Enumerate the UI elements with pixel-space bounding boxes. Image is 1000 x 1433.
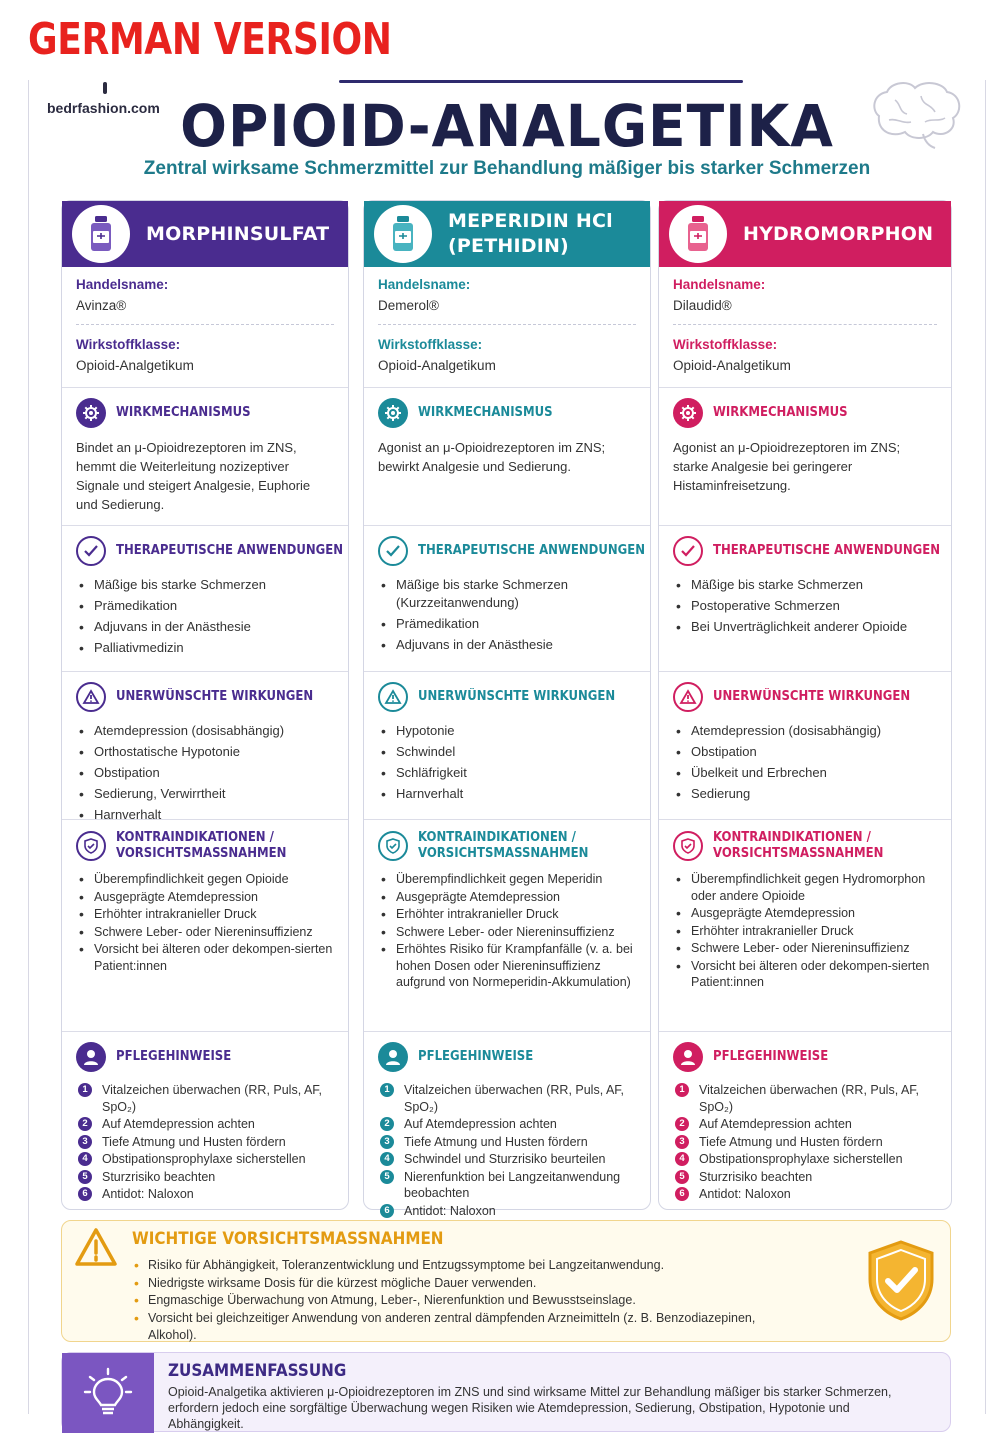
page-title: OPIOID-ANALGETIKA <box>180 92 834 160</box>
precautions-box <box>61 1220 951 1342</box>
drug-class-label: Wirkstoffklasse: <box>76 337 181 352</box>
list-item-text: Schwere Leber- oder Niereninsuffizienz <box>94 924 313 939</box>
list-item <box>76 722 334 740</box>
shield-check-icon <box>866 1239 936 1321</box>
list-item <box>378 941 636 991</box>
adverse-section <box>659 671 951 819</box>
nursing-list <box>378 1082 636 1219</box>
list-item-text: Engmaschige Überwachung von Atmung, Leber-, Nierenfunktion und Bewusstseinslage. <box>148 1293 636 1307</box>
list-item-text: Orthostatische Hypotonie <box>94 744 240 759</box>
adverse-section <box>62 671 348 822</box>
list-item <box>378 785 636 803</box>
warning-icon <box>378 682 408 712</box>
nurse-icon <box>673 1042 703 1072</box>
top-accent-bar <box>339 80 743 83</box>
drug-class-value: Opioid-Analgetikum <box>673 358 791 373</box>
vial-icon <box>72 205 130 263</box>
step-number: 3 <box>78 1135 92 1149</box>
list-item <box>378 1116 636 1133</box>
list-item-text: Schläfrigkeit <box>396 765 467 780</box>
list-item-text: Übelkeit und Erbrechen <box>691 765 827 780</box>
gear-icon <box>378 398 408 428</box>
list-item-text: Tiefe Atmung und Husten fördern <box>404 1134 588 1149</box>
list-item-text: Postoperative Schmerzen <box>691 598 840 613</box>
drug-class-value: Opioid-Analgetikum <box>378 358 496 373</box>
list-item <box>378 871 636 888</box>
section-heading: KONTRAINDIKATIONEN / <box>116 830 274 845</box>
step-number: 3 <box>675 1135 689 1149</box>
list-item <box>673 1151 937 1168</box>
summary-box <box>61 1352 951 1432</box>
list-item <box>378 924 636 941</box>
adverse-list <box>76 722 334 824</box>
mechanism-text: Bindet an μ-Opioidrezeptoren im ZNS, hemmt die Weiterleitung nozizeptiver Signale und steigert Analgesie, Euphorie und Sedierung. <box>76 440 311 512</box>
list-item <box>132 1292 782 1310</box>
shield-icon <box>378 831 408 861</box>
list-item-text: Antidot: Naloxon <box>102 1187 194 1201</box>
list-item-text: Vitalzeichen überwachen (RR, Puls, AF, SpO₂) <box>102 1083 323 1114</box>
shield-icon <box>673 831 703 861</box>
list-item-text: Antidot: Naloxon <box>404 1203 496 1218</box>
step-number: 2 <box>675 1117 689 1131</box>
adverse-list <box>673 722 937 803</box>
step-number: 4 <box>675 1152 689 1166</box>
list-item <box>76 1134 334 1151</box>
section-heading-2: VORSICHTSMASSNAHMEN <box>713 845 884 861</box>
mechanism-section <box>62 387 348 525</box>
section-heading: THERAPEUTISCHE ANWENDUNGEN <box>116 543 344 559</box>
contra-list <box>76 871 334 974</box>
list-item <box>76 618 334 636</box>
list-item <box>132 1257 782 1275</box>
list-item <box>673 597 937 615</box>
step-number: 2 <box>380 1117 394 1131</box>
list-item <box>673 940 937 957</box>
step-number: 1 <box>380 1083 394 1097</box>
list-item-text: Obstipation <box>691 744 757 759</box>
identity-section <box>364 267 650 387</box>
list-item <box>76 576 334 594</box>
list-item <box>76 597 334 615</box>
list-item-text: Sturzrisiko beachten <box>102 1169 216 1184</box>
section-heading: KONTRAINDIKATIONEN / <box>418 830 576 845</box>
step-number: 1 <box>675 1083 689 1097</box>
list-item <box>76 1169 334 1186</box>
list-item <box>378 1203 636 1220</box>
list-item-text: Atemdepression (dosisabhängig) <box>691 723 882 738</box>
drug-column-hydromorphone <box>658 200 952 1210</box>
list-item-text: Schwere Leber- oder Niereninsuffizienz <box>691 941 910 956</box>
nursing-list <box>76 1082 334 1203</box>
section-heading: KONTRAINDIKATIONEN / <box>713 830 871 845</box>
uses-section <box>62 525 348 671</box>
list-item <box>378 889 636 906</box>
list-item-text: Niedrigste wirksame Dosis für die kürzest mögliche Dauer verwenden. <box>148 1275 537 1290</box>
list-item-text: Adjuvans in der Anästhesie <box>396 637 553 652</box>
brain-icon <box>865 80 965 148</box>
list-item-text: Auf Atemdepression achten <box>404 1117 557 1131</box>
list-item-text: Risiko für Abhängigkeit, Toleranzentwicklung und Entzugssymptome bei Langzeitanwendung. <box>148 1258 665 1272</box>
identity-section <box>62 267 348 387</box>
list-item-text: Überempfindlichkeit gegen Meperidin <box>396 872 603 887</box>
list-item-text: Schwere Leber- oder Niereninsuffizienz <box>396 924 615 939</box>
section-heading-2: VORSICHTSMASSNAHMEN <box>116 845 287 861</box>
adverse-section <box>364 671 650 819</box>
list-item <box>378 576 636 612</box>
list-item <box>76 924 334 941</box>
vial-icon <box>669 205 727 263</box>
list-item <box>76 941 334 974</box>
uses-section <box>364 525 650 671</box>
list-item-text: Vorsicht bei älteren oder dekompen-sierten Patient:innen <box>94 942 333 973</box>
list-item-text: Obstipationsprophylaxe sicherstellen <box>102 1152 306 1166</box>
list-item-text: Adjuvans in der Anästhesie <box>94 619 251 634</box>
list-item <box>673 1134 937 1151</box>
nurse-icon <box>378 1042 408 1072</box>
list-item-text: Harnverhalt <box>396 786 464 801</box>
list-item <box>673 785 937 803</box>
list-item-text: Erhöhter intrakranieller Druck <box>94 907 257 922</box>
list-item-text: Atemdepression (dosisabhängig) <box>94 723 285 738</box>
step-number: 3 <box>380 1135 394 1149</box>
section-heading: PFLEGEHINWEISE <box>713 1049 829 1065</box>
uses-list <box>76 576 334 657</box>
step-number: 4 <box>78 1152 92 1166</box>
contra-section <box>659 819 951 1031</box>
drug-name: MEPERIDIN HCl (PETHIDIN) <box>448 210 613 257</box>
section-heading: WIRKMECHANISMUS <box>713 405 848 421</box>
list-item-text: Sedierung, Verwirrtheit <box>94 786 226 801</box>
drug-name: MORPHINSULFAT <box>146 222 330 245</box>
list-item <box>132 1275 782 1293</box>
list-item-text: Ausgeprägte Atemdepression <box>94 889 258 904</box>
list-item <box>76 889 334 906</box>
trade-name-value: Demerol® <box>378 298 439 313</box>
step-number: 4 <box>380 1152 394 1166</box>
lightbulb-icon <box>62 1353 154 1433</box>
contra-section <box>364 819 650 1031</box>
list-item <box>378 1134 636 1151</box>
list-item <box>132 1310 782 1345</box>
section-heading: WIRKMECHANISMUS <box>116 405 251 421</box>
section-heading: PFLEGEHINWEISE <box>418 1049 534 1065</box>
list-item-text: Vorsicht bei älteren oder dekompen-sierten Patient:innen <box>691 958 930 990</box>
list-item-text: Schwindel und Sturzrisiko beurteilen <box>404 1152 606 1166</box>
adverse-list <box>378 722 636 803</box>
step-number: 6 <box>675 1187 689 1201</box>
drug-class-label: Wirkstoffklasse: <box>378 337 483 352</box>
vial-icon <box>374 205 432 263</box>
list-item-text: Prämedikation <box>94 598 178 613</box>
section-heading: THERAPEUTISCHE ANWENDUNGEN <box>713 543 941 559</box>
step-number: 5 <box>78 1170 92 1184</box>
site-name: bedrfashion.com <box>47 100 160 116</box>
list-item <box>378 1082 636 1115</box>
shield-icon <box>76 831 106 861</box>
uses-list <box>378 576 636 654</box>
section-heading: THERAPEUTISCHE ANWENDUNGEN <box>418 543 646 559</box>
section-heading: WIRKMECHANISMUS <box>418 405 553 421</box>
mechanism-section <box>364 387 650 525</box>
list-item <box>76 1151 334 1168</box>
list-item <box>673 923 937 940</box>
nursing-section <box>364 1031 650 1218</box>
list-item-text: Antidot: Naloxon <box>699 1187 791 1201</box>
list-item <box>76 1082 334 1115</box>
uses-list <box>673 576 937 636</box>
nursing-list <box>673 1082 937 1203</box>
list-item <box>673 958 937 991</box>
list-item-text: Bei Unverträglichkeit anderer Opioide <box>691 619 908 634</box>
precautions-list <box>132 1257 782 1345</box>
list-item <box>76 1186 334 1203</box>
list-item <box>76 906 334 923</box>
list-item-text: Erhöhtes Risiko für Krampfanfälle (v. a. bei hohen Dosen oder Niereninsuffizienz aufgrund von Normeperidin-Akkumulation) <box>396 942 633 990</box>
list-item <box>673 1169 937 1186</box>
list-item <box>673 743 937 761</box>
list-item <box>76 1116 334 1133</box>
list-item <box>76 764 334 782</box>
list-item <box>378 1169 636 1202</box>
step-number: 6 <box>380 1204 394 1218</box>
section-heading: PFLEGEHINWEISE <box>116 1049 232 1065</box>
trade-name-value: Avinza® <box>76 298 127 313</box>
list-item <box>673 905 937 922</box>
nurse-icon <box>76 1042 106 1072</box>
column-header <box>659 201 951 267</box>
list-item <box>673 764 937 782</box>
summary-text: Opioid-Analgetika aktivieren μ-Opioidrezeptoren im ZNS und sind wirksame Mittel zur Behandlung mäßiger bis starker Schmerzen, erfordern jedoch eine sorgfältige Überwachung wegen Risiken wie Atemdepression, Sedierung, Obstipation, Hypotonie und Abhängigkeit. <box>168 1385 892 1431</box>
list-item-text: Obstipationsprophylaxe sicherstellen <box>699 1152 903 1166</box>
contra-list <box>378 871 636 991</box>
step-number: 1 <box>78 1083 92 1097</box>
drug-class-value: Opioid-Analgetikum <box>76 358 194 373</box>
list-item <box>673 871 937 904</box>
list-item <box>673 1186 937 1203</box>
list-item <box>673 618 937 636</box>
section-heading-2: VORSICHTSMASSNAHMEN <box>418 845 589 861</box>
nursing-section <box>659 1031 951 1211</box>
drug-column-morphine <box>61 200 349 1210</box>
drug-column-meperidine <box>363 200 651 1218</box>
list-item-text: Hypotonie <box>396 723 455 738</box>
column-header <box>62 201 348 267</box>
list-item <box>673 1116 937 1133</box>
warning-icon <box>673 682 703 712</box>
page-subtitle: Zentral wirksame Schmerzmittel zur Behandlung mäßiger bis starker Schmerzen <box>143 158 871 179</box>
section-heading: UNERWÜNSCHTE WIRKUNGEN <box>713 689 911 705</box>
list-item-text: Nierenfunktion bei Langzeitanwendung beobachten <box>404 1169 621 1200</box>
mechanism-section <box>659 387 951 525</box>
list-item-text: Vitalzeichen überwachen (RR, Puls, AF, SpO₂) <box>699 1083 920 1114</box>
list-item-text: Mäßige bis starke Schmerzen (Kurzzeitanwendung) <box>396 577 568 610</box>
summary-title: ZUSAMMENFASSUNG <box>168 1361 347 1380</box>
list-item-text: Tiefe Atmung und Husten fördern <box>102 1134 286 1149</box>
gear-icon <box>673 398 703 428</box>
drug-class-label: Wirkstoffklasse: <box>673 337 778 352</box>
list-item <box>378 722 636 740</box>
column-header <box>364 201 650 267</box>
trade-name-label: Handelsname: <box>378 277 471 292</box>
gear-icon <box>76 398 106 428</box>
trade-name-label: Handelsname: <box>673 277 766 292</box>
list-item-text: Auf Atemdepression achten <box>102 1117 255 1131</box>
precautions-title: WICHTIGE VORSICHTSMASSNAHMEN <box>132 1229 444 1248</box>
drug-name: HYDROMORPHON <box>743 222 934 245</box>
list-item-text: Überempfindlichkeit gegen Hydromorphon oder andere Opioide <box>691 872 926 903</box>
step-number: 5 <box>380 1170 394 1184</box>
contra-section <box>62 819 348 1031</box>
section-heading: UNERWÜNSCHTE WIRKUNGEN <box>116 689 314 705</box>
step-number: 5 <box>675 1170 689 1184</box>
list-item-text: Auf Atemdepression achten <box>699 1117 852 1131</box>
poster <box>28 80 986 1431</box>
list-item <box>76 639 334 657</box>
list-item <box>76 743 334 761</box>
check-circle-icon <box>673 536 703 566</box>
list-item-text: Harnverhalt <box>94 807 162 822</box>
list-item <box>378 615 636 633</box>
list-item-text: Erhöhter intrakranieller Druck <box>691 923 854 938</box>
check-circle-icon <box>378 536 408 566</box>
list-item-text: Erhöhter intrakranieller Druck <box>396 907 559 922</box>
list-item-text: Obstipation <box>94 765 160 780</box>
list-item-text: Tiefe Atmung und Husten fördern <box>699 1134 883 1149</box>
check-circle-icon <box>76 536 106 566</box>
list-item-text: Vitalzeichen überwachen (RR, Puls, AF, SpO₂) <box>404 1083 625 1114</box>
step-number: 6 <box>78 1187 92 1201</box>
version-tag: GERMAN VERSION <box>28 14 392 65</box>
list-item <box>378 906 636 923</box>
list-item-text: Mäßige bis starke Schmerzen <box>94 577 266 592</box>
nursing-section <box>62 1031 348 1211</box>
contra-list <box>673 871 937 991</box>
list-item <box>378 743 636 761</box>
trade-name-value: Dilaudid® <box>673 298 732 313</box>
list-item-text: Überempfindlichkeit gegen Opioide <box>94 872 289 887</box>
mechanism-text: Agonist an μ-Opioidrezeptoren im ZNS; starke Analgesie bei geringerer Histaminfreisetzung. <box>673 440 901 493</box>
list-item <box>673 722 937 740</box>
list-item-text: Palliativmedizin <box>94 640 184 655</box>
uses-section <box>659 525 951 671</box>
identity-section <box>659 267 951 387</box>
list-item-text: Schwindel <box>396 744 456 759</box>
list-item-text: Ausgeprägte Atemdepression <box>691 906 855 921</box>
list-item <box>378 764 636 782</box>
warning-icon <box>76 682 106 712</box>
step-number: 2 <box>78 1117 92 1131</box>
list-item-text: Vorsicht bei gleichzeitiger Anwendung von anderen zentral dämpfenden Arzneimitteln (z. B. Benzodiazepinen, Alkohol). <box>148 1310 756 1342</box>
list-item <box>378 636 636 654</box>
list-item-text: Mäßige bis starke Schmerzen <box>691 577 863 592</box>
trade-name-label: Handelsname: <box>76 277 169 292</box>
list-item-text: Ausgeprägte Atemdepression <box>396 889 560 904</box>
list-item-text: Prämedikation <box>396 616 480 631</box>
warning-triangle-icon <box>74 1227 118 1267</box>
mechanism-text: Agonist an μ-Opioidrezeptoren im ZNS; bewirkt Analgesie und Sedierung. <box>378 440 606 474</box>
list-item <box>76 785 334 803</box>
list-item <box>673 576 937 594</box>
list-item <box>76 871 334 888</box>
list-item-text: Sedierung <box>691 786 751 801</box>
list-item <box>378 1151 636 1168</box>
section-heading: UNERWÜNSCHTE WIRKUNGEN <box>418 689 616 705</box>
list-item-text: Sturzrisiko beachten <box>699 1169 813 1184</box>
list-item <box>673 1082 937 1115</box>
